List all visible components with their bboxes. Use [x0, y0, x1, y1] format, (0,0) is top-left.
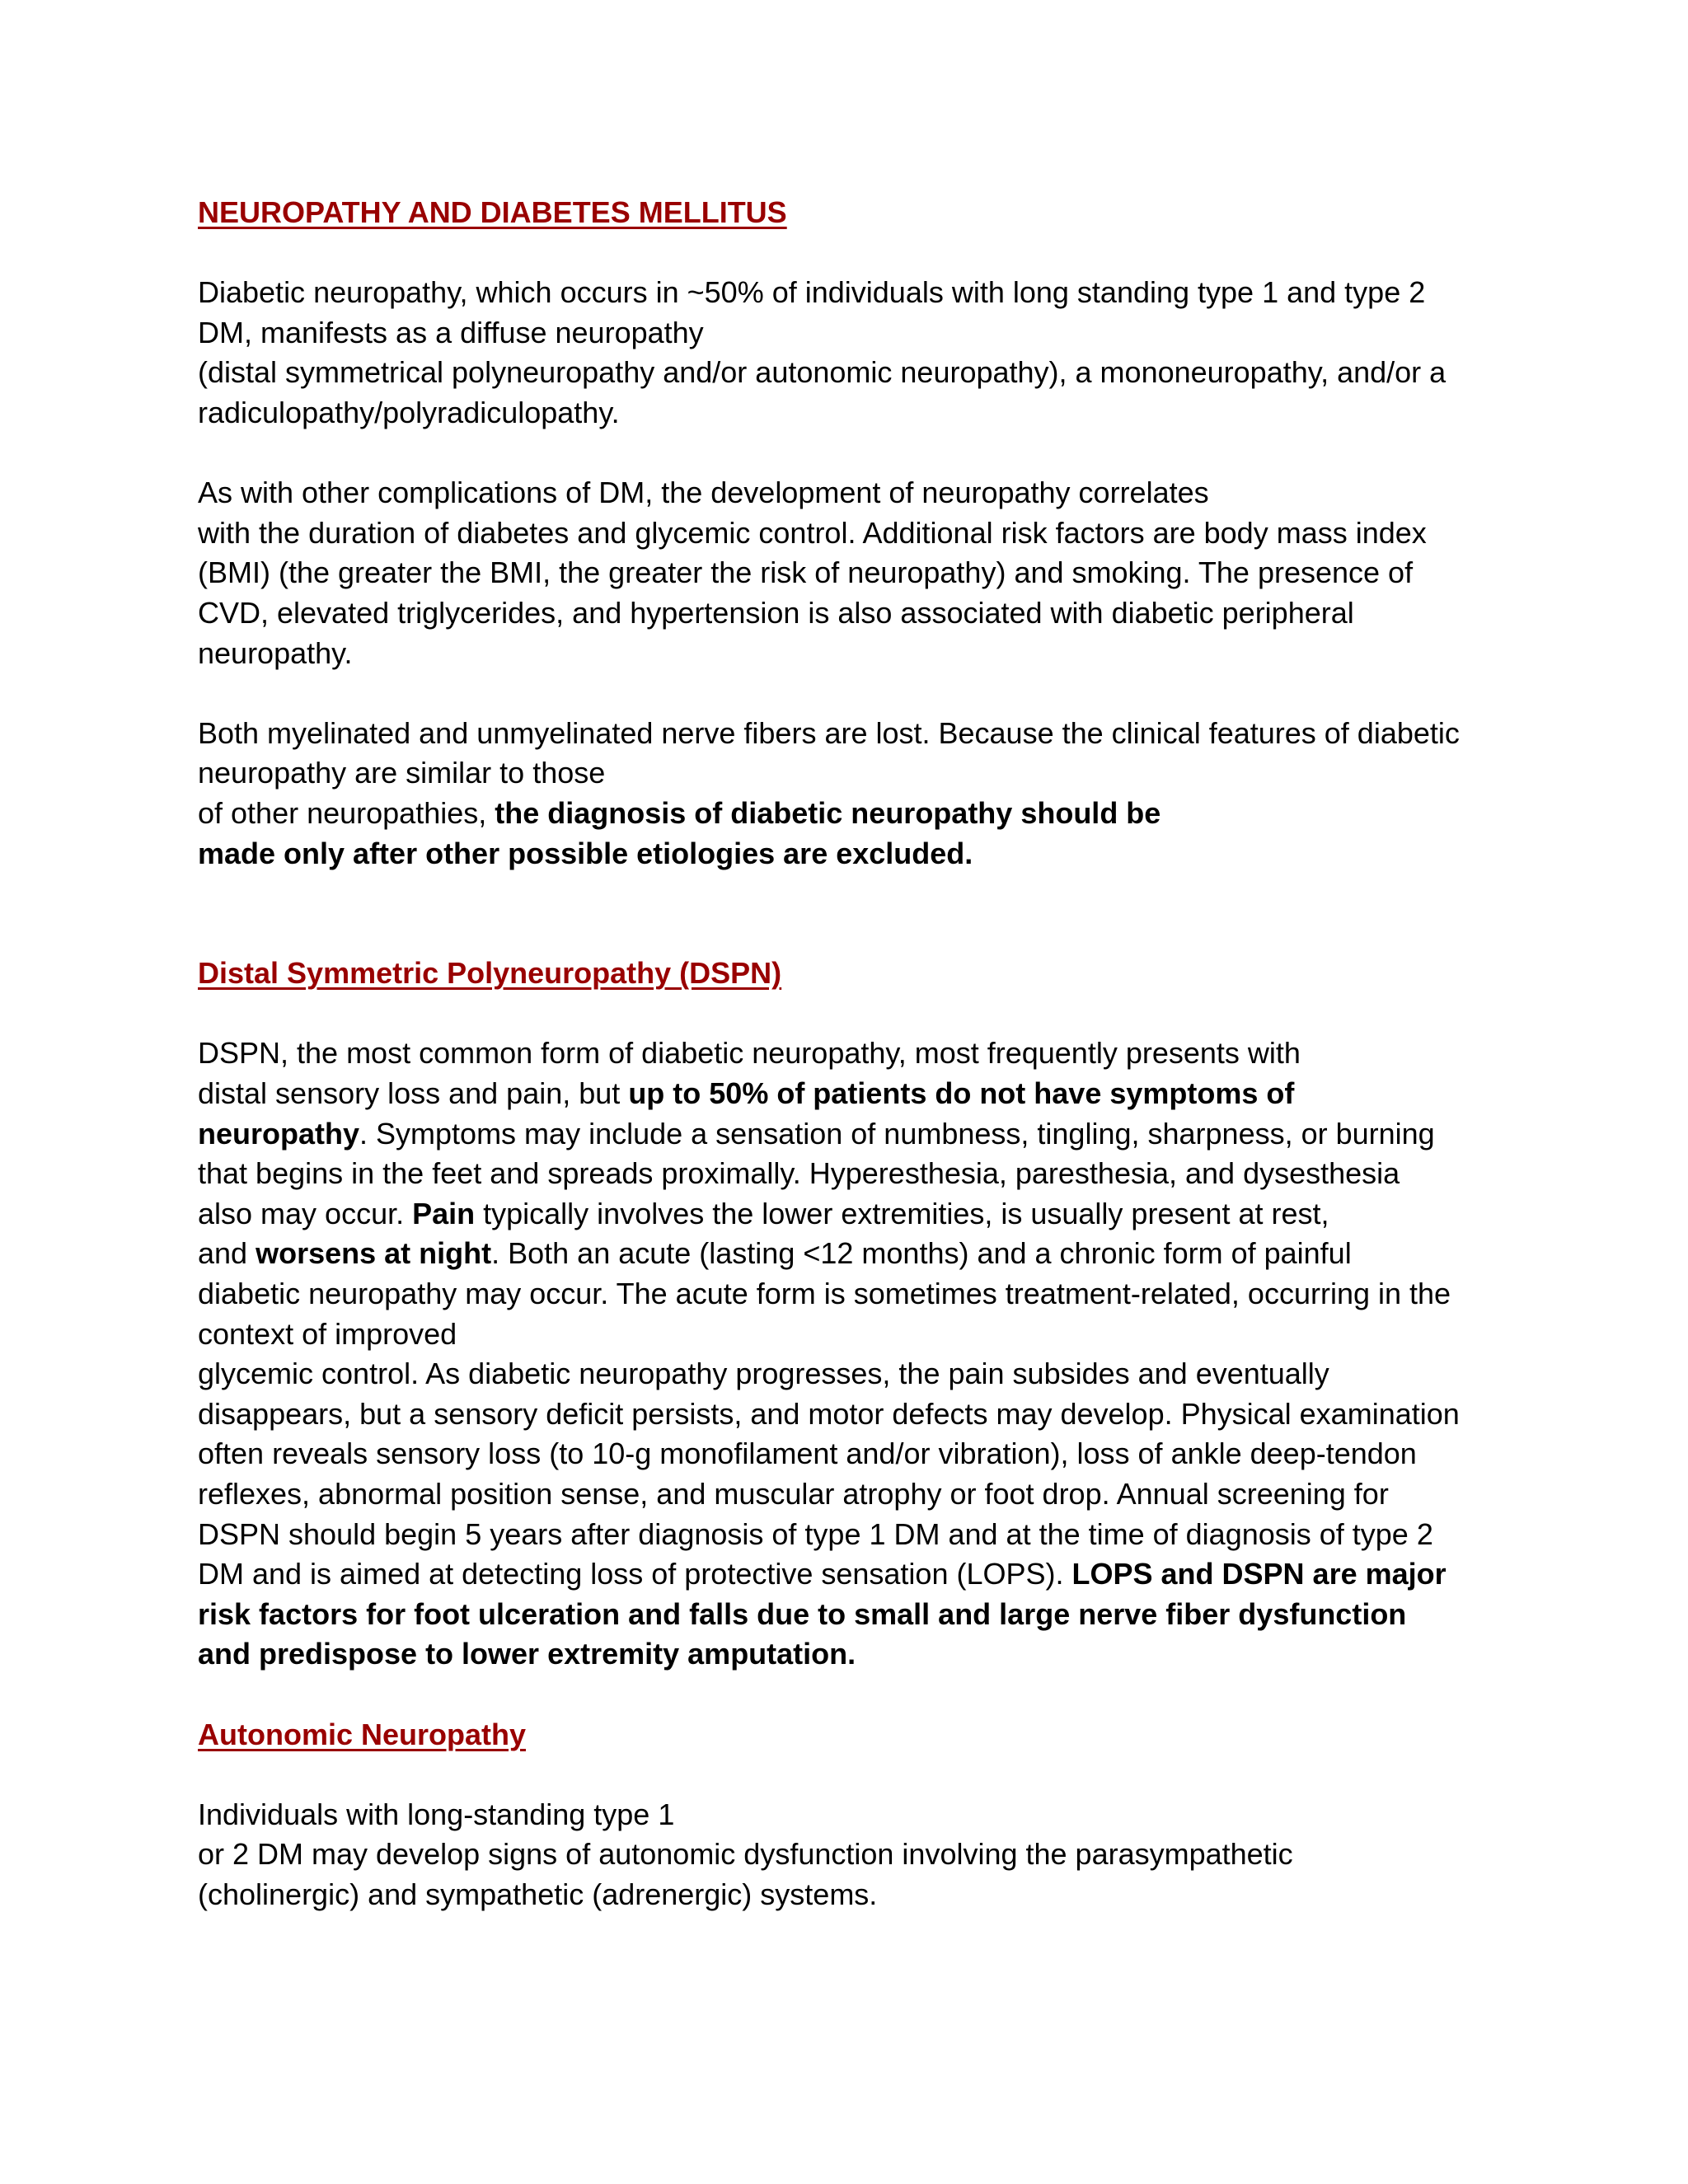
text-line: neuropathy are similar to those [198, 756, 606, 790]
text-line: As with other complications of DM, the development of neuropathy correlates [198, 476, 1209, 510]
emphasis-text: up to 50% of patients do not have symptoms of [628, 1076, 1295, 1111]
text-line: DSPN, the most common form of diabetic neuropathy, most frequently presents with [198, 1036, 1301, 1071]
text-line [198, 1234, 1500, 1274]
autonomic-heading: Autonomic Neuropathy [198, 1717, 527, 1751]
text-line: that begins in the feet and spreads proximally. Hyperesthesia, paresthesia, and dysesthesia [198, 1156, 1400, 1191]
text-line [198, 1074, 1500, 1114]
text-line [198, 1554, 1500, 1595]
emphasis-text: made only after other possible etiologies are excluded. [198, 836, 973, 870]
emphasis-text: neuropathy [198, 1116, 360, 1151]
text-run: distal sensory loss and pain, but [198, 1076, 629, 1111]
text-line: context of improved [198, 1316, 457, 1351]
text-line: Individuals with long-standing type 1 [198, 1797, 675, 1831]
dspn-paragraph [198, 1033, 1500, 1675]
emphasis-text: worsens at night [256, 1236, 492, 1271]
text-line: (cholinergic) and sympathetic (adrenergic) systems. [198, 1877, 878, 1911]
text-run: . Both an acute (lasting <12 months) and a chronic form of painful [491, 1236, 1352, 1271]
text-line: diabetic neuropathy may occur. The acute form is sometimes treatment-related, occurring in the [198, 1277, 1451, 1311]
emphasis-text: Pain [412, 1196, 476, 1230]
text-line: neuropathy. [198, 635, 353, 670]
text-line: Both myelinated and unmyelinated nerve fibers are lost. Because the clinical features of diabetic [198, 715, 1460, 750]
emphasis-text: risk factors for foot ulceration and falls due to small and large nerve fiber dysfunction [198, 1596, 1407, 1631]
text-line: CVD, elevated triglycerides, and hypertension is also associated with diabetic peripheral [198, 595, 1354, 630]
text-line: radiculopathy/polyradiculopathy. [198, 395, 620, 429]
page-title: NEUROPATHY AND DIABETES MELLITUS [198, 195, 787, 229]
text-line: disappears, but a sensory deficit persists, and motor defects may develop. Physical examination [198, 1396, 1460, 1431]
text-run: also may occur. [198, 1196, 413, 1230]
text-line: DM, manifests as a diffuse neuropathy [198, 315, 704, 349]
emphasis-text: LOPS and DSPN are major [1071, 1557, 1447, 1591]
text-line [198, 794, 1500, 834]
text-line: Diabetic neuropathy, which occurs in ~50% of individuals with long standing type 1 and type 2 [198, 275, 1426, 310]
text-line [198, 1114, 1500, 1155]
intro-paragraph-1 [198, 273, 1500, 433]
text-line [198, 1194, 1500, 1235]
document-body [198, 193, 1500, 1915]
intro-paragraph-3 [198, 714, 1500, 874]
dspn-heading: Distal Symmetric Polyneuropathy (DSPN) [198, 956, 782, 991]
text-run: and [198, 1236, 256, 1271]
emphasis-text: the diagnosis of diabetic neuropathy should be [495, 795, 1161, 830]
text-line [198, 1595, 1500, 1635]
text-line: often reveals sensory loss (to 10-g monofilament and/or vibration), loss of ankle deep-tendon [198, 1436, 1417, 1471]
text-run: . Symptoms may include a sensation of numbness, tingling, sharpness, or burning [359, 1116, 1435, 1151]
text-line [198, 1634, 1500, 1675]
autonomic-paragraph [198, 1795, 1500, 1915]
text-line: reflexes, abnormal position sense, and muscular atrophy or foot drop. Annual screening for [198, 1477, 1389, 1511]
text-line: (distal symmetrical polyneuropathy and/or autonomic neuropathy), a mononeuropathy, and/or a [198, 355, 1447, 390]
text-run: typically involves the lower extremities, is usually present at rest, [475, 1196, 1329, 1230]
text-line: or 2 DM may develop signs of autonomic dysfunction involving the parasympathetic [198, 1837, 1293, 1872]
text-run: of other neuropathies, [198, 795, 495, 830]
text-line [198, 834, 1500, 874]
text-line: (BMI) (the greater the BMI, the greater the risk of neuropathy) and smoking. The presence of [198, 555, 1414, 590]
text-run: DM and is aimed at detecting loss of protective sensation (LOPS). [198, 1557, 1072, 1591]
emphasis-text: and predispose to lower extremity amputation. [198, 1637, 856, 1671]
text-line: DSPN should begin 5 years after diagnosis of type 1 DM and at the time of diagnosis of type 2 [198, 1516, 1433, 1551]
intro-paragraph-2 [198, 473, 1500, 673]
text-line: glycemic control. As diabetic neuropathy progresses, the pain subsides and eventually [198, 1357, 1329, 1391]
text-line: with the duration of diabetes and glycemic control. Additional risk factors are body mass index [198, 515, 1427, 550]
